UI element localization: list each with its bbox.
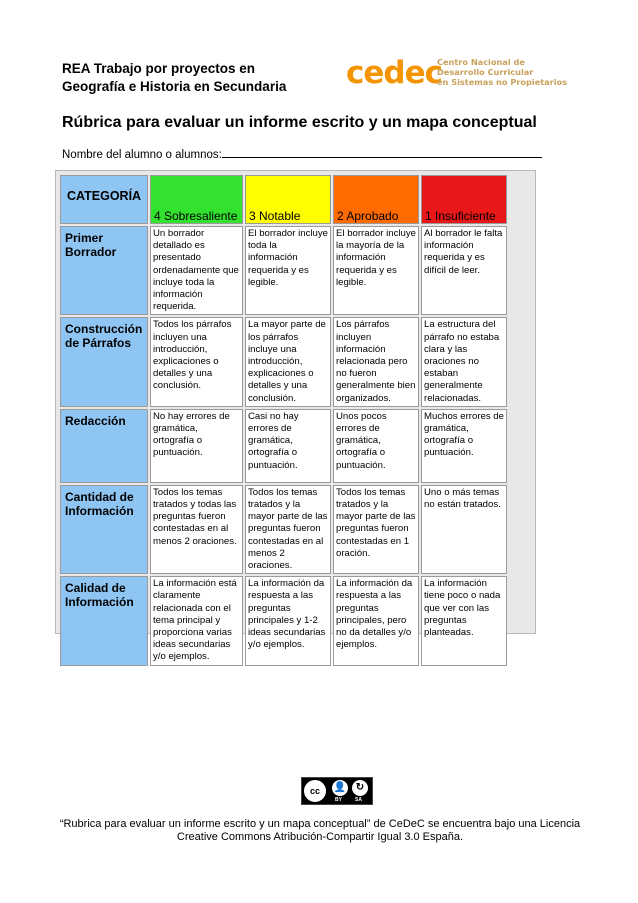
criterion-cell: La información da respuesta a las preguntas principales, pero no da detalles y/o ejemplos.	[333, 576, 419, 665]
logo-caption-line-2: Desarrollo Curricular	[437, 67, 534, 77]
criterion-cell: Uno o más temas no están tratados.	[421, 485, 507, 574]
criterion-cell: La información tiene poco o nada que ver con las preguntas planteadas.	[421, 576, 507, 665]
category-cell: Calidad de Información	[60, 576, 148, 665]
criterion-cell: La información da respuesta a las preguntas principales y 1-2 ideas secundarias y/o ejemplos.	[245, 576, 331, 665]
criterion-cell: Un borrador detallado es presentado ordenadamente que incluye toda la información requerida.	[150, 226, 243, 315]
header-title	[62, 60, 286, 96]
document-title: Rúbrica para evaluar un informe escrito y un mapa conceptual	[62, 114, 537, 131]
rubric-row-redaccion	[60, 409, 507, 483]
student-name-field	[62, 146, 542, 161]
rubric-row-primer-borrador	[60, 226, 507, 315]
criterion-cell: No hay errores de gramática, ortografía o puntuación.	[150, 409, 243, 483]
level-header-4: 4 Sobresaliente	[150, 175, 243, 224]
level-header-3: 3 Notable	[245, 175, 331, 224]
criterion-cell: Muchos errores de gramática, ortografía o puntuación.	[421, 409, 507, 483]
category-cell: Redacción	[60, 409, 148, 483]
rubric-table-frame	[55, 170, 536, 663]
rubric-table	[58, 173, 509, 668]
criterion-cell: Todos los temas tratados y todas las preguntas fueron contestadas en al menos 2 oraciones.	[150, 485, 243, 574]
category-cell: Primer Borrador	[60, 226, 148, 315]
cedec-logo	[346, 55, 568, 92]
rubric-row-construccion-parrafos	[60, 317, 507, 406]
license-footer	[55, 818, 585, 844]
creative-commons-badge	[301, 777, 373, 805]
student-name-label: Nombre del alumno o alumnos:	[62, 149, 222, 161]
category-header: CATEGORÍA	[60, 175, 148, 224]
footer-line-1: “Rubrica para evaluar un informe escrito y un mapa conceptual” de CeDeC se encuentra bajo una Licencia	[59, 818, 581, 830]
logo-word: cedec	[346, 55, 442, 91]
criterion-cell: Todos los temas tratados y la mayor parte de las preguntas fueron contestadas en al menos 2 oraciones.	[245, 485, 331, 574]
criterion-cell: Al borrador le falta información requerida y es difícil de leer.	[421, 226, 507, 315]
level-header-2: 2 Aprobado	[333, 175, 419, 224]
criterion-cell: Los párrafos incluyen información relacionada pero no fueron generalmente bien organizados.	[333, 317, 419, 406]
by-label: BY	[335, 797, 342, 803]
student-name-blank-line	[222, 146, 542, 158]
header-line-1: REA Trabajo por proyectos en	[62, 61, 256, 76]
cc-icon: cc	[303, 779, 327, 803]
sa-label: SA	[355, 797, 362, 803]
criterion-cell: El borrador incluye la mayoría de la información requerida y es legible.	[333, 226, 419, 315]
criterion-cell: La estructura del párrafo no estaba clara y las oraciones no estaban generalmente relacionadas.	[421, 317, 507, 406]
logo-caption-line-3: en Sistemas no Propietarios	[437, 77, 568, 87]
criterion-cell: Casi no hay errores de gramática, ortografía o puntuación.	[245, 409, 331, 483]
header-line-2: Geografía e Historia en Secundaria	[62, 79, 287, 94]
attribution-icon: 👤	[332, 780, 348, 796]
criterion-cell: El borrador incluye toda la información requerida y es legible.	[245, 226, 331, 315]
category-cell: Construcción de Párrafos	[60, 317, 148, 406]
logo-caption-line-1: Centro Nacional de	[437, 57, 525, 67]
logo-caption	[437, 57, 567, 87]
criterion-cell: Unos pocos errores de gramática, ortografía o puntuación.	[333, 409, 419, 483]
criterion-cell: La mayor parte de los párrafos incluye una introducción, explicaciones o detalles y una conclusión.	[245, 317, 331, 406]
rubric-header-row	[60, 175, 507, 224]
rubric-row-cantidad-informacion	[60, 485, 507, 574]
share-alike-icon: ↻	[352, 780, 368, 796]
footer-line-2: Creative Commons Atribución-Compartir Igual 3.0 España.	[176, 831, 464, 843]
criterion-cell: Todos los párrafos incluyen una introducción, explicaciones o detalles y una conclusión.	[150, 317, 243, 406]
category-cell: Cantidad de Información	[60, 485, 148, 574]
criterion-cell: Todos los temas tratados y la mayor parte de las preguntas fueron contestadas en 1 oración.	[333, 485, 419, 574]
criterion-cell: La información está claramente relacionada con el tema principal y proporciona varias ideas secundarias y/o ejemplos.	[150, 576, 243, 665]
level-header-1: 1 Insuficiente	[421, 175, 507, 224]
rubric-row-calidad-informacion	[60, 576, 507, 665]
